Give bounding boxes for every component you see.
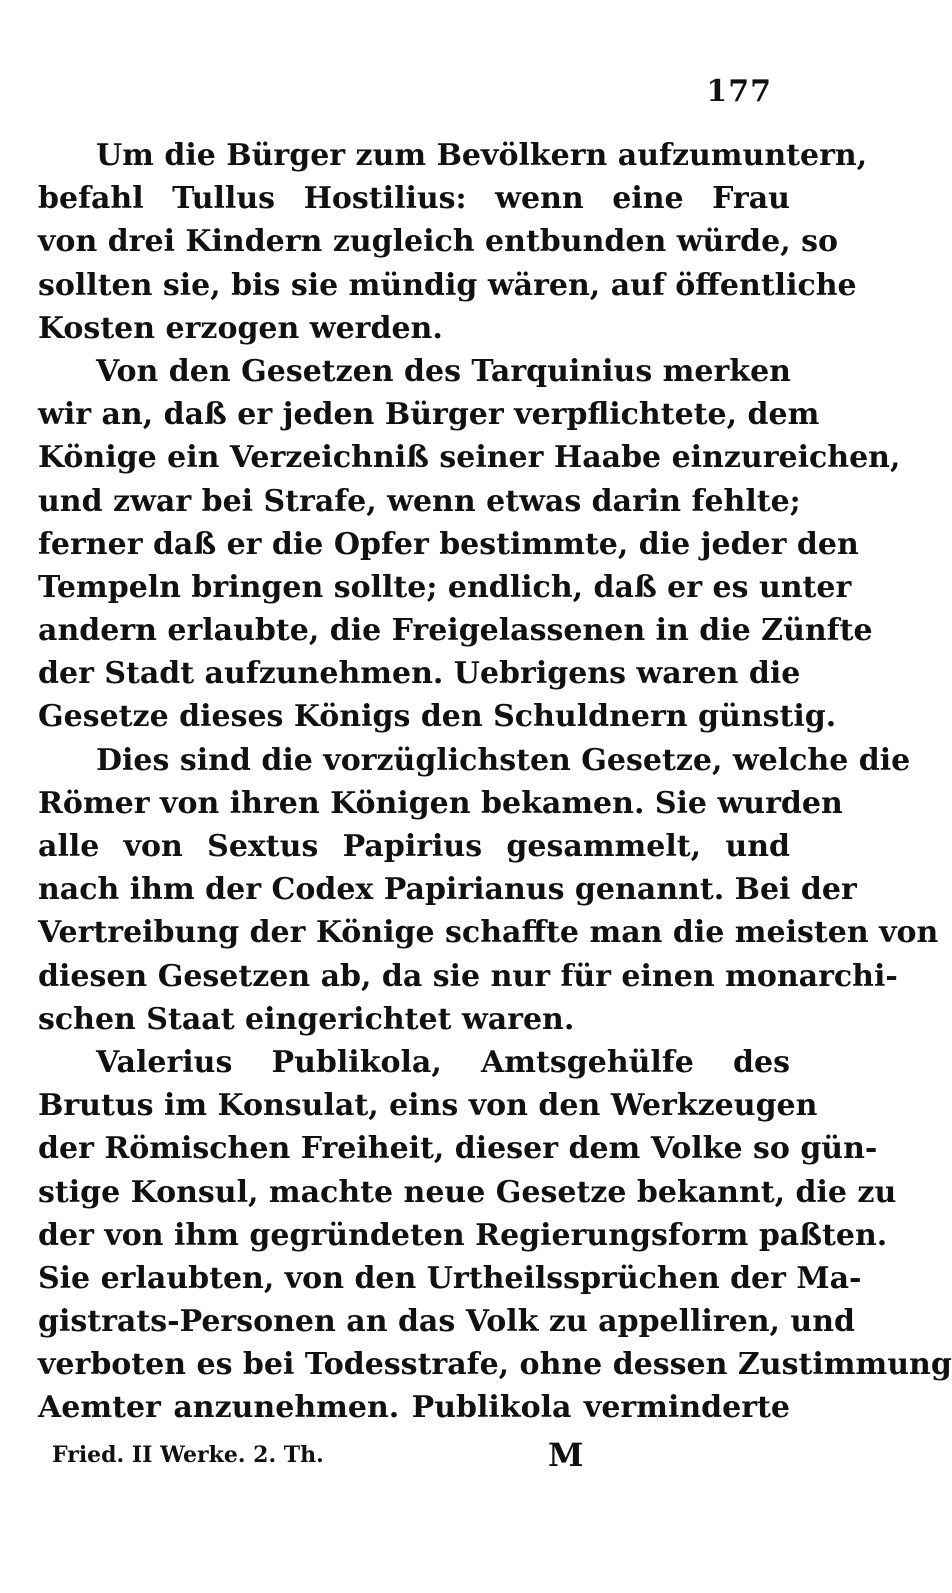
text-line: der von ihm gegründeten Regierungsform paßten.: [38, 1217, 888, 1253]
text-line: verboten es bei Todesstrafe, ohne dessen Zustimmung: [38, 1347, 952, 1383]
text-line: ferner daß er die Opfer bestimmte, die jeder den: [38, 526, 859, 562]
text-line: von drei Kindern zugleich entbunden würde, so: [38, 224, 839, 260]
text-line: alle von Sextus Papirius gesammelt, und: [38, 829, 790, 864]
text-line: Valerius Publikola, Amtsgehülfe des: [96, 1044, 790, 1080]
text-line: Gesetze dieses Königs den Schuldnern günstig.: [38, 699, 837, 735]
page-footer: [52, 1436, 612, 1476]
text-line: der Römischen Freiheit, dieser dem Volke so gün-: [38, 1131, 878, 1167]
text-line: Römer von ihren Königen bekamen. Sie wurden: [38, 785, 843, 821]
footer-sheet-mark: M: [548, 1436, 584, 1474]
text-line: befahl Tullus Hostilius: wenn eine Frau: [38, 181, 790, 217]
text-line: wir an, daß er jeden Bürger verpflichtete, dem: [38, 397, 820, 433]
text-line: Dies sind die vorzüglichsten Gesetze, welche die: [96, 742, 911, 778]
text-line: Könige ein Verzeichniß seiner Haabe einzureichen,: [38, 440, 901, 476]
text-line: Um die Bürger zum Bevölkern aufzumuntern,: [96, 138, 868, 173]
text-line: Sie erlaubten, von den Urtheilssprüchen der Ma-: [38, 1260, 862, 1296]
text-line: nach ihm der Codex Papirianus genannt. Bei der: [38, 872, 857, 908]
body-text: [38, 134, 952, 1430]
footer-signature: Fried. II Werke. 2. Th.: [52, 1442, 324, 1468]
text-line: sollten sie, bis sie mündig wären, auf öffentliche: [38, 267, 857, 303]
text-line: diesen Gesetzen ab, da sie nur für einen monarchi-: [38, 958, 898, 994]
page-number: 177: [706, 74, 772, 109]
text-line: Brutus im Konsulat, eins von den Werkzeugen: [38, 1088, 818, 1124]
text-line: Kosten erzogen werden.: [38, 310, 443, 346]
text-line: stige Konsul, machte neue Gesetze bekannt, die zu: [38, 1174, 897, 1210]
text-line: Vertreibung der Könige schaffte man die meisten von: [38, 915, 939, 951]
text-line: Von den Gesetzen des Tarquinius merken: [96, 353, 791, 389]
text-line: gistrats-Personen an das Volk zu appelliren, und: [38, 1304, 856, 1340]
text-line: der Stadt aufzunehmen. Uebrigens waren die: [38, 656, 801, 692]
text-line: andern erlaubte, die Freigelassenen in die Zünfte: [38, 613, 873, 649]
text-line: schen Staat eingerichtet waren.: [38, 1001, 575, 1037]
text-line: Aemter anzunehmen. Publikola verminderte: [38, 1390, 790, 1426]
text-line: Tempeln bringen sollte; endlich, daß er es unter: [38, 569, 852, 605]
text-line: und zwar bei Strafe, wenn etwas darin fehlte;: [38, 483, 801, 519]
